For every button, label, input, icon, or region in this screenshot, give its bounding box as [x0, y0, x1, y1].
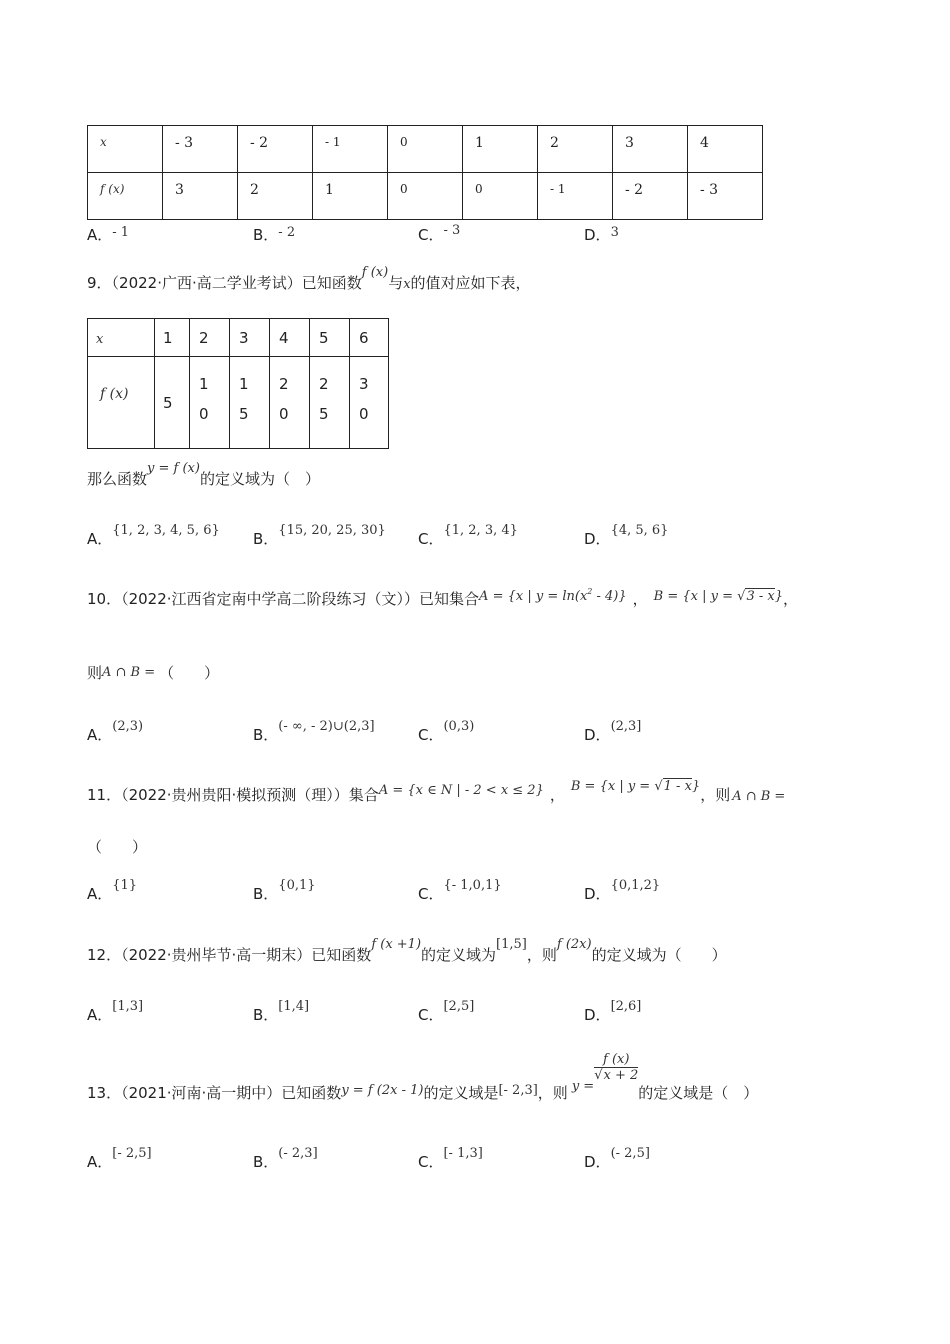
q11-option-a[interactable]: A．{1}	[87, 878, 138, 903]
q8-option-c[interactable]: C．- 3	[418, 223, 461, 244]
table-row	[88, 357, 389, 449]
q11-option-b[interactable]: B．{0,1}	[253, 878, 316, 903]
table-cell: 1 5	[230, 357, 270, 449]
q10-option-b[interactable]: B．(- ∞, - 2)∪(2,3]	[253, 719, 375, 744]
q10-line2: 则A ∩ B = （ ）	[87, 664, 220, 682]
table-header-x: x	[88, 126, 163, 173]
table-cell: 3	[230, 319, 270, 357]
table-cell: 3 0	[350, 357, 389, 449]
value-table-2	[87, 318, 389, 449]
table-cell: - 3	[163, 126, 238, 173]
table-header-fx: f (x)	[88, 357, 155, 449]
table-cell: 2	[538, 126, 613, 173]
value-table-1	[87, 125, 763, 220]
table-cell: 0	[463, 173, 538, 220]
q9-stem: 9．（2022·广西·高二学业考试）已知函数f (x)与x的值对应如下表，	[87, 265, 531, 292]
table-cell: - 2	[613, 173, 688, 220]
q13-option-b[interactable]: B．(- 2,3]	[253, 1146, 318, 1171]
q12-option-a[interactable]: A．[1,3]	[87, 999, 144, 1024]
table-cell: 0	[388, 173, 463, 220]
q12-option-c[interactable]: C．[2,5]	[418, 999, 475, 1024]
table-cell: 1	[463, 126, 538, 173]
table-cell: - 2	[238, 126, 313, 173]
table-cell: - 1	[313, 126, 388, 173]
q13-option-d[interactable]: D．(- 2,5]	[584, 1146, 650, 1171]
q10-stem: 10．（2022·江西省定南中学高二阶段练习（文））已知集合A = {x | $y = \ln(x^2 - 4)$} ， B = {x | y = √3 - x}，	[87, 587, 798, 608]
table-cell: 2 0	[270, 357, 310, 449]
table-cell: 5	[310, 319, 350, 357]
q11-stem: 11．（2022·贵州贵阳·模拟预测（理））集合A = {x ∈ N | - 2 < x ≤ 2} ， B = {x | y = √1 - x}，则 A ∩ B =	[87, 779, 786, 804]
table-cell: 2	[238, 173, 313, 220]
set-b-expr: B = {x | y = √1 - x}	[570, 779, 701, 794]
q13-stem: 13．（2021·河南·高一期中）已知函数y = f (2x - 1)的定义域是[- 2,3]，则 y = $\frac{f (x)}{√x + 2}$ 的定义域是（ ）	[87, 1052, 759, 1102]
table-cell: 4	[270, 319, 310, 357]
q11-line2: （ ）	[87, 838, 148, 856]
q9-option-c[interactable]: C．{1, 2, 3, 4}	[418, 523, 518, 548]
fraction-expr: $\frac{f (x)}{√x + 2}$	[594, 1052, 639, 1083]
q10-option-a[interactable]: A．(2,3)	[87, 719, 144, 744]
table-cell: 3	[613, 126, 688, 173]
q9-option-b[interactable]: B．{15, 20, 25, 30}	[253, 523, 386, 548]
q8-option-b[interactable]: B．- 2	[253, 225, 296, 244]
q12-option-b[interactable]: B．[1,4]	[253, 999, 310, 1024]
q9-option-d[interactable]: D．{4, 5, 6}	[584, 523, 669, 548]
table-cell: 2	[190, 319, 230, 357]
table-cell: 5	[155, 357, 190, 449]
table-header-fx: f (x)	[88, 173, 163, 220]
table-cell: 1	[155, 319, 190, 357]
q8-option-a[interactable]: A．- 1	[87, 225, 130, 244]
q9-line2: 那么函数y = f (x)的定义域为（ ）	[87, 461, 320, 488]
q13-option-c[interactable]: C．[- 1,3]	[418, 1146, 483, 1171]
table-cell: - 1	[538, 173, 613, 220]
q10-option-c[interactable]: C．(0,3)	[418, 719, 475, 744]
table-cell: 2 5	[310, 357, 350, 449]
q12-option-d[interactable]: D．[2,6]	[584, 999, 642, 1024]
table-cell: 1	[313, 173, 388, 220]
table-cell: 1 0	[190, 357, 230, 449]
table-cell: 4	[688, 126, 763, 173]
table-row	[88, 173, 763, 220]
table-cell: 6	[350, 319, 389, 357]
q12-stem: 12．（2022·贵州毕节·高一期末）已知函数f (x +1)的定义域为[1,5]，则f (2x)的定义域为（ ）	[87, 937, 727, 964]
q13-option-a[interactable]: A．[- 2,5]	[87, 1146, 152, 1171]
q11-option-c[interactable]: C．{- 1,0,1}	[418, 878, 502, 903]
q9-option-a[interactable]: A．{1, 2, 3, 4, 5, 6}	[87, 523, 220, 548]
set-a-expr: A = {x | $y = \ln(x^2 - 4)$}	[479, 587, 627, 604]
q11-option-d[interactable]: D．{0,1,2}	[584, 878, 661, 903]
table-header-x: x	[88, 319, 155, 357]
q8-option-d[interactable]: D．3	[584, 225, 619, 244]
table-cell: 3	[163, 173, 238, 220]
table-row	[88, 126, 763, 173]
q10-option-d[interactable]: D．(2,3]	[584, 719, 642, 744]
table-row	[88, 319, 389, 357]
table-cell: 0	[388, 126, 463, 173]
set-b-expr: B = {x | y = √3 - x}	[653, 589, 783, 604]
table-cell: - 3	[688, 173, 763, 220]
